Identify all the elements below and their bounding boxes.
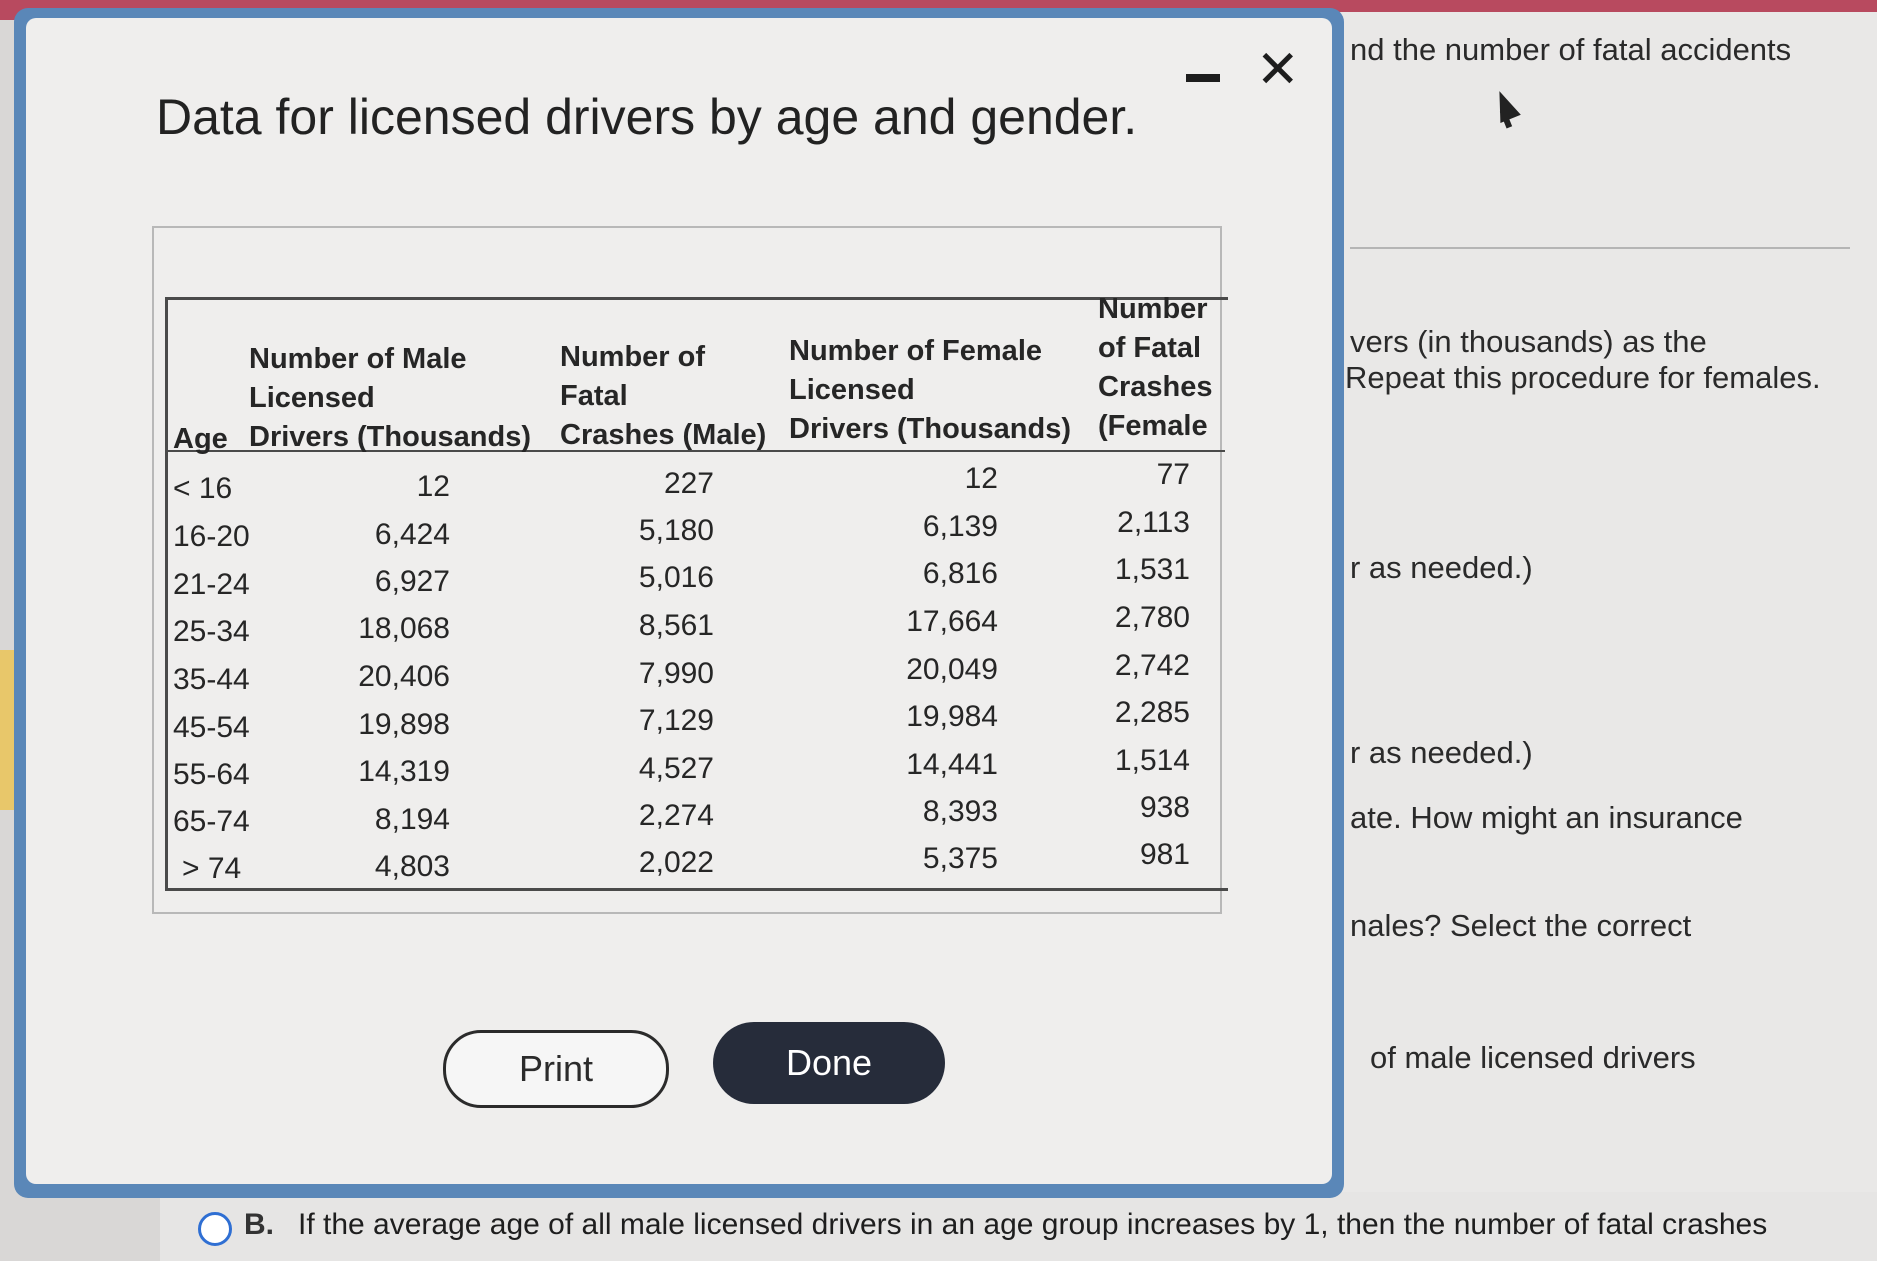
cell-female-drivers: 20,049 (906, 653, 998, 686)
cell-male-drivers: 8,194 (374, 803, 450, 836)
cell-age: 45-54 (173, 711, 250, 744)
cell-male-drivers: 12 (416, 470, 450, 503)
cell-age: 25-34 (173, 615, 250, 648)
header-male-drivers-line2: Licensed (249, 382, 375, 414)
background-text-line: r as needed.) (1350, 735, 1533, 770)
cell-age: 16-20 (173, 520, 250, 553)
background-text-line: ate. How might an insurance (1350, 800, 1743, 835)
cell-female-drivers: 17,664 (906, 605, 998, 638)
cell-male-drivers: 6,424 (374, 518, 450, 551)
cell-age: < 16 (173, 472, 233, 505)
cell-age: 21-24 (173, 568, 250, 601)
cell-male-crashes: 5,180 (638, 514, 714, 547)
radio-option-b[interactable] (198, 1212, 232, 1246)
cell-male-crashes: 227 (663, 467, 714, 500)
header-female-crashes-line2: of Fatal (1098, 332, 1202, 364)
cell-male-drivers: 4,803 (374, 850, 450, 883)
cell-female-crashes: 1,514 (1114, 744, 1190, 777)
header-female-crashes-line1: Number (1098, 293, 1208, 325)
cell-male-crashes: 4,527 (638, 752, 714, 785)
minimize-icon[interactable] (1186, 74, 1220, 82)
header-female-drivers-line2: Licensed (789, 374, 915, 406)
background-text-line: r as needed.) (1350, 550, 1533, 585)
cell-male-crashes: 7,129 (638, 704, 714, 737)
dialog-title: Data for licensed drivers by age and gender. (156, 89, 1138, 145)
cell-male-drivers: 18,068 (358, 612, 450, 645)
cell-female-drivers: 14,441 (906, 748, 998, 781)
cell-female-crashes: 2,285 (1114, 696, 1190, 729)
cell-male-crashes: 2,274 (638, 799, 714, 832)
header-female-crashes-line3: Crashes (1098, 371, 1213, 403)
background-text-line: nd the number of fatal accidents (1350, 32, 1792, 67)
header-male-drivers-line3: Drivers (Thousands) (249, 421, 531, 453)
print-button[interactable]: Print (443, 1030, 669, 1108)
cell-female-drivers: 6,816 (922, 557, 998, 590)
header-male-crashes-line1: Number of (560, 341, 705, 373)
cell-male-drivers: 6,927 (374, 565, 450, 598)
cell-age: 35-44 (173, 663, 250, 696)
header-female-drivers-line1: Number of Female (789, 335, 1042, 367)
cell-female-crashes: 77 (1156, 458, 1190, 491)
header-female-drivers-line3: Drivers (Thousands) (789, 413, 1071, 445)
header-female-crashes-line4: (Female (1098, 410, 1208, 442)
cell-male-crashes: 7,990 (638, 657, 714, 690)
left-edge-accent (0, 650, 14, 810)
done-button[interactable]: Done (713, 1022, 945, 1104)
cell-female-drivers: 19,984 (906, 700, 998, 733)
option-text: If the average age of all male licensed drivers in an age group increases by 1, then the number of fatal crashes (298, 1208, 1768, 1241)
cell-male-crashes: 8,561 (638, 609, 714, 642)
cell-female-drivers: 8,393 (922, 795, 998, 828)
cell-female-drivers: 6,139 (922, 510, 998, 543)
cell-male-crashes: 2,022 (638, 846, 714, 879)
cell-female-crashes: 2,742 (1114, 649, 1190, 682)
close-icon[interactable]: ✕ (1256, 41, 1300, 99)
cell-female-crashes: 981 (1139, 838, 1190, 871)
cell-female-crashes: 1,531 (1114, 553, 1190, 586)
cell-female-crashes: 2,780 (1114, 601, 1190, 634)
cell-female-crashes: 938 (1139, 791, 1190, 824)
option-letter: B. (244, 1208, 274, 1241)
cell-male-drivers: 19,898 (358, 708, 450, 741)
cell-female-crashes: 2,113 (1117, 506, 1190, 539)
header-male-drivers-line1: Number of Male (249, 343, 467, 375)
header-age: Age (173, 423, 228, 455)
background-text-line: of male licensed drivers (1370, 1040, 1696, 1075)
cell-female-drivers: 12 (964, 462, 998, 495)
cell-age: > 74 (182, 852, 242, 885)
background-text-line: vers (in thousands) as the (1350, 324, 1707, 359)
cell-female-drivers: 5,375 (922, 842, 998, 875)
cell-male-drivers: 14,319 (358, 755, 450, 788)
cell-age: 65-74 (173, 805, 250, 838)
background-text-line: Repeat this procedure for females. (1345, 360, 1821, 395)
cell-male-drivers: 20,406 (358, 660, 450, 693)
background-text-line: nales? Select the correct (1350, 908, 1692, 943)
background-divider (1350, 247, 1850, 249)
header-male-crashes-line2: Fatal (560, 380, 628, 412)
cell-age: 55-64 (173, 758, 250, 791)
cell-male-crashes: 5,016 (638, 561, 714, 594)
header-male-crashes-line3: Crashes (Male) (560, 419, 767, 451)
